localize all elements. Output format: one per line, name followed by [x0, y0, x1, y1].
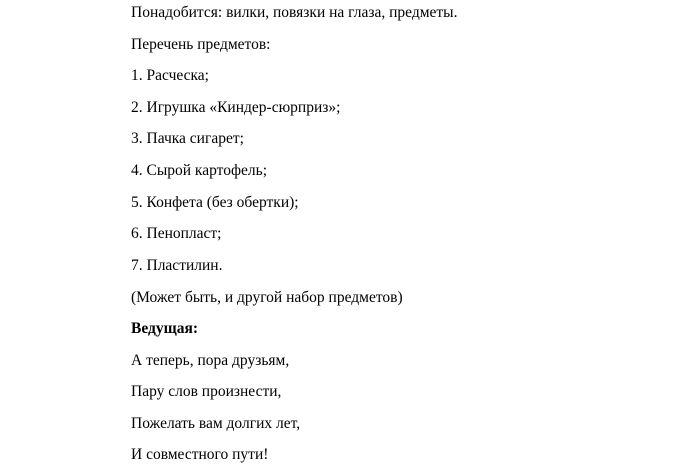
- list-item: 4. Сырой картофель;: [131, 162, 267, 179]
- verse-line: Пару слов произнести,: [131, 383, 282, 400]
- list-item: 3. Пачка сигарет;: [131, 130, 244, 147]
- intro-text: Понадобится: вилки, повязки на глаза, предметы.: [131, 4, 458, 21]
- verse-line: И совместного пути!: [131, 446, 269, 463]
- note-text: (Может быть, и другой набор предметов): [131, 289, 403, 306]
- list-item: 5. Конфета (без обертки);: [131, 194, 299, 211]
- list-item: 1. Расческа;: [131, 67, 209, 84]
- verse-line: Пожелать вам долгих лет,: [131, 415, 301, 432]
- list-item: 6. Пенопласт;: [131, 225, 222, 242]
- list-item: 7. Пластилин.: [131, 257, 223, 274]
- list-item: 2. Игрушка «Киндер-сюрприз»;: [131, 99, 341, 116]
- verse-line: А теперь, пора друзьям,: [131, 352, 290, 369]
- list-title: Перечень предметов:: [131, 36, 271, 53]
- speaker-label: Ведущая:: [131, 320, 198, 337]
